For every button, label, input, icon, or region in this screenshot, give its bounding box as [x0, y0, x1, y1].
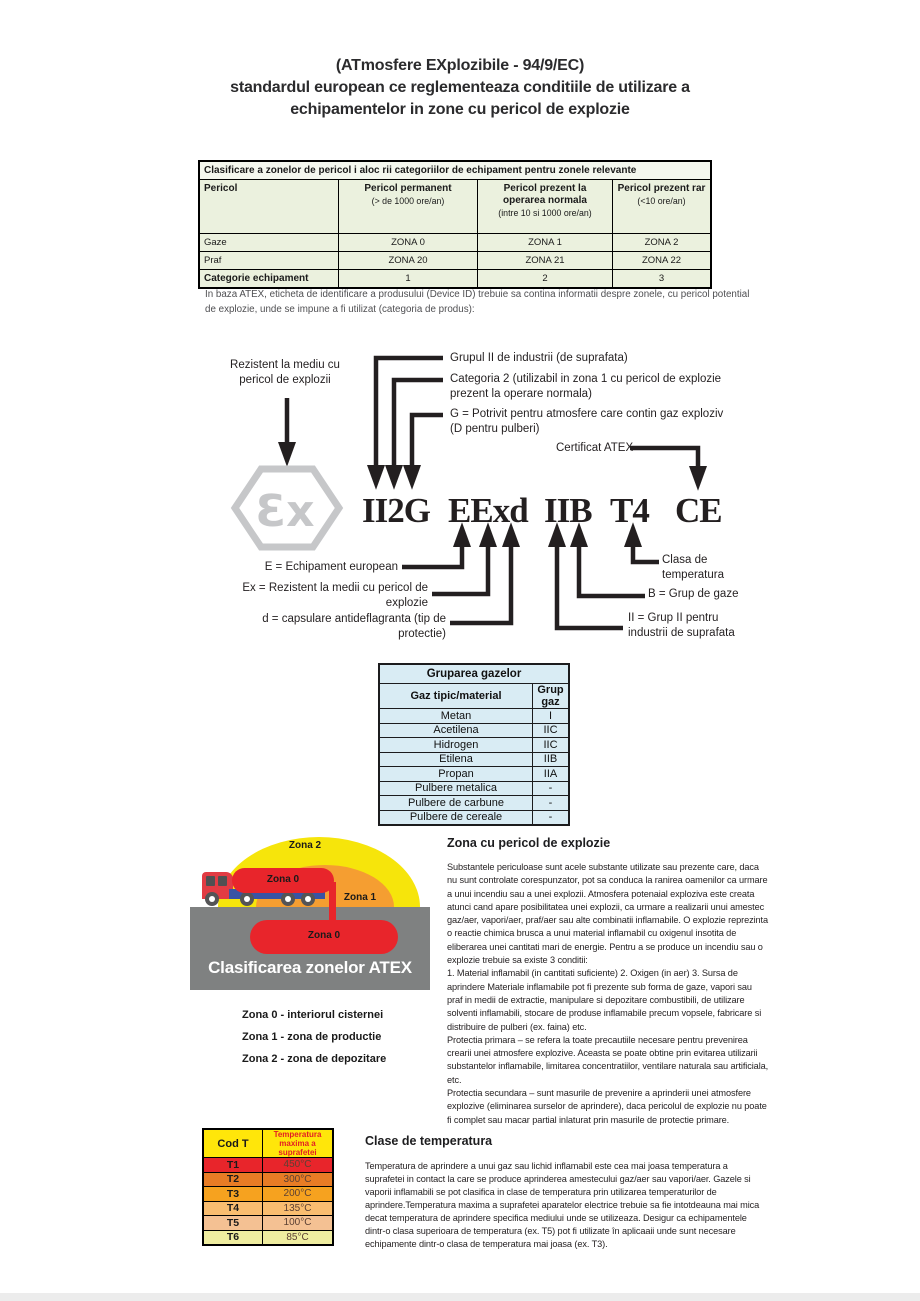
- title-line-1: (ATmosfere EXplozibile - 94/9/EC): [335, 57, 585, 74]
- column-header: Pericol prezent rar (<10 ore/an): [613, 180, 712, 234]
- legend-item: Zona 2 - zona de depozitare: [242, 1053, 387, 1065]
- marking-segment-eexd: EExd: [448, 491, 528, 530]
- cab-window: [218, 876, 227, 886]
- paragraph: Protectia primara – se refera la toate precautiile necesare pentru prevenirea crearii unei atmosfere explozive. Aceasta se poate obtine prin evitarea utilizarii substantelor inflamabile, limitarea concentratiilor, ventilare naturala sau artificiala, etc.: [447, 1034, 769, 1085]
- label-grupul: Grupul II de industrii (de suprafata): [450, 352, 628, 364]
- column-header: Pericol permanent (> de 1000 ore/an): [339, 180, 478, 234]
- zone1-label: Zona 1: [343, 892, 377, 903]
- column-header: Pericol prezent la operarea normala (intre 10 si 1000 ore/an): [478, 180, 613, 234]
- page-bottom-edge: [0, 1293, 920, 1301]
- zone2-label: Zona 2: [288, 840, 322, 851]
- paragraph: 1. Material inflamabil (in cantitati suficiente) 2. Oxigen (in aer) 3. Sursa de aprindere Materiale inflamabile pot fi prezente sub forma de gaze, vapori sau praf in medii de extractie, manipulare si depozitare combustibili, de utilizare solventi inflamabili, stocare de produse inflamabile precum vopsele, fabricare si distribuire de pulberi (ex. faina) etc.: [447, 968, 762, 1032]
- table-row: Metan I: [379, 709, 569, 724]
- zone0-tank-label: Zona 0: [266, 874, 300, 885]
- gas-table-title: Gruparea gazelor: [379, 664, 569, 684]
- table-row: Etilena IIB: [379, 752, 569, 767]
- truck-wheel: [301, 892, 315, 906]
- table-row: Hidrogen IIC: [379, 738, 569, 753]
- table-header-row: [203, 1129, 333, 1158]
- column-header: Grup gaz: [533, 684, 570, 709]
- temperature-section-heading: Clase de temperatura: [365, 1134, 493, 1148]
- label-certificat: Certificat ATEX: [556, 442, 634, 454]
- label-ex: Ex = Rezistent la medii cu pericol de explozie: [242, 582, 428, 609]
- table-row: Pulbere de cereale -: [379, 810, 569, 825]
- legend-item: Zona 0 - interiorul cisternei: [242, 1009, 384, 1021]
- zone0-underground-label: Zona 0: [307, 930, 341, 941]
- label-rezistent: Rezistent la mediu cu pericol de explozii: [230, 359, 340, 386]
- table-row: Pulbere de carbune -: [379, 796, 569, 811]
- column-header: Temperatura maxima a suprafetei: [263, 1129, 334, 1158]
- table-row: Gaze ZONA 0 ZONA 1 ZONA 2: [199, 234, 711, 252]
- marking-segment-ii2g: II2G: [362, 491, 430, 530]
- zones-legend: [242, 1004, 386, 1070]
- table-row: Propan IIA: [379, 767, 569, 782]
- zones-section-body: [447, 861, 769, 1127]
- table-row: Praf ZONA 20 ZONA 21 ZONA 22: [199, 252, 711, 270]
- table-row: [199, 161, 711, 180]
- table-row: Acetilena IIC: [379, 723, 569, 738]
- tanker-zone0: [232, 868, 334, 893]
- table-row: T6 85°C: [203, 1230, 333, 1245]
- zones-section-heading: Zona cu pericol de explozie: [447, 836, 611, 850]
- label-b: B = Grup de gaze: [648, 588, 739, 600]
- table-row: T2 300°C: [203, 1172, 333, 1187]
- marking-segment-t4: T4: [610, 491, 649, 530]
- label-e: E = Echipament european: [264, 561, 398, 573]
- table-header-row: [379, 684, 569, 709]
- gas-grouping-table: [378, 663, 570, 826]
- truck-wheel: [281, 892, 295, 906]
- page-title: [0, 55, 920, 121]
- label-clasa: Clasa de temperatura: [662, 554, 725, 581]
- label-categoria: Categoria 2 (utilizabil in zona 1 cu pericol de explozie prezent la operare normala): [450, 373, 722, 400]
- title-line-3: echipamentelor in zone cu pericol de explozie: [290, 101, 630, 118]
- label-g: G = Potrivit pentru atmosfere care contin gaz exploziv (D pentru pulberi): [450, 408, 724, 435]
- column-header: Cod T: [203, 1129, 263, 1158]
- paragraph: Temperatura de aprindere a unui gaz sau lichid inflamabil este cea mai joasa temperatura a suprafetei in contact la care se produce aprinderea amestecului gaz/aer sau vapori/aer. Gazele si vaporii inflamabili se pot clasifica in clase de temperatura prin utilizarea temperaturilor de aprindere.Temperatura maxima a suprafetei aparatelor electrice trebuie sa fie intotdeauna mai mica decat temperatura de aprindere specifica mediului unde se utilizeaza. Desigur ca echipamentele dintr-o clasa superioara de temperatura (ex. T5) pot fi utilizate în aplicaaii unde sunt necesare echipamente dintr-o clasa de temperatura mai joasa (ex. T3).: [365, 1161, 760, 1249]
- marking-segment-iib: IIB: [544, 491, 592, 530]
- truck-wheel: [205, 892, 219, 906]
- label-d: d = capsulare antideflagranta (tip de protectie): [262, 613, 446, 640]
- temperature-section-body: [365, 1160, 765, 1251]
- cab-window: [206, 876, 215, 886]
- zones-graphic-caption: Clasificarea zonelor ATEX: [208, 958, 412, 977]
- underground-tank-zone0: [250, 920, 398, 954]
- atex-zones-graphic: [190, 828, 430, 990]
- table-row: Categorie echipament 1 2 3: [199, 270, 711, 289]
- ex-hexagon-icon: [235, 469, 339, 547]
- temperature-class-table: [202, 1128, 334, 1246]
- table-row: T5 100°C: [203, 1216, 333, 1231]
- classification-table: [198, 160, 712, 289]
- ex-logo-text: Ɛx: [255, 486, 315, 537]
- legend-item: Zona 1 - zona de productie: [242, 1031, 382, 1043]
- table-row: T4 135°C: [203, 1201, 333, 1216]
- marking-segment-ce: CE: [675, 491, 722, 530]
- table-header-row: [199, 180, 711, 234]
- label-ii: II = Grup II pentru industrii de suprafata: [628, 612, 735, 639]
- classification-table-title: Clasificare a zonelor de pericol i aloc rii categoriilor de echipament pentru zonele relevante: [199, 161, 711, 180]
- table-row: T1 450°C: [203, 1158, 333, 1173]
- column-header: Gaz tipic/material: [379, 684, 533, 709]
- table-row: [379, 664, 569, 684]
- column-header: Pericol: [199, 180, 339, 234]
- paragraph: Substantele periculoase sunt acele substante utilizate sau prezente care, daca nu sunt controlate corespunzator, pot sa conduca la ranirea oamenilor ca urmare a unui incendiu sau a unei explozii. Atmosfera potenaial exploziva este creata atunci cand apare posibilitatea unei explozii, ca urmare a realizarii unui amestec gaz/aer, vapori/aer, praf/aer sau alte combinatii inflamabile. O explozie reprezinta o reactie chimica brusca a unui material inflamabil cu oxigenul insotita de eliberarea unei cantitati mari de energie. Pentru a se produce un incendiu sau o explozie trebuie sa existe 3 conditii:: [447, 862, 768, 966]
- paragraph: Protectia secundara – sunt masurile de prevenire a aprinderii unei atmosfere explozive (eliminarea surselor de aprindere), daca pericolul de explozie nu poate fi complet sau macar partial inlaturat prin masurile de protectie primare.: [447, 1088, 767, 1125]
- atex-marking-diagram: [0, 345, 920, 660]
- table-row: T3 200°C: [203, 1187, 333, 1202]
- intro-paragraph: In baza ATEX, eticheta de identificare a produsului (Device ID) trebuie sa contina informatii despre zonele, cu pericol potential de explozie, unde se impune a fi utilizat (categoria de produs):: [205, 289, 750, 315]
- truck-wheel: [240, 892, 254, 906]
- table-row: Pulbere metalica -: [379, 781, 569, 796]
- title-line-2: standardul european ce reglementeaza conditiile de utilizare a: [230, 79, 690, 96]
